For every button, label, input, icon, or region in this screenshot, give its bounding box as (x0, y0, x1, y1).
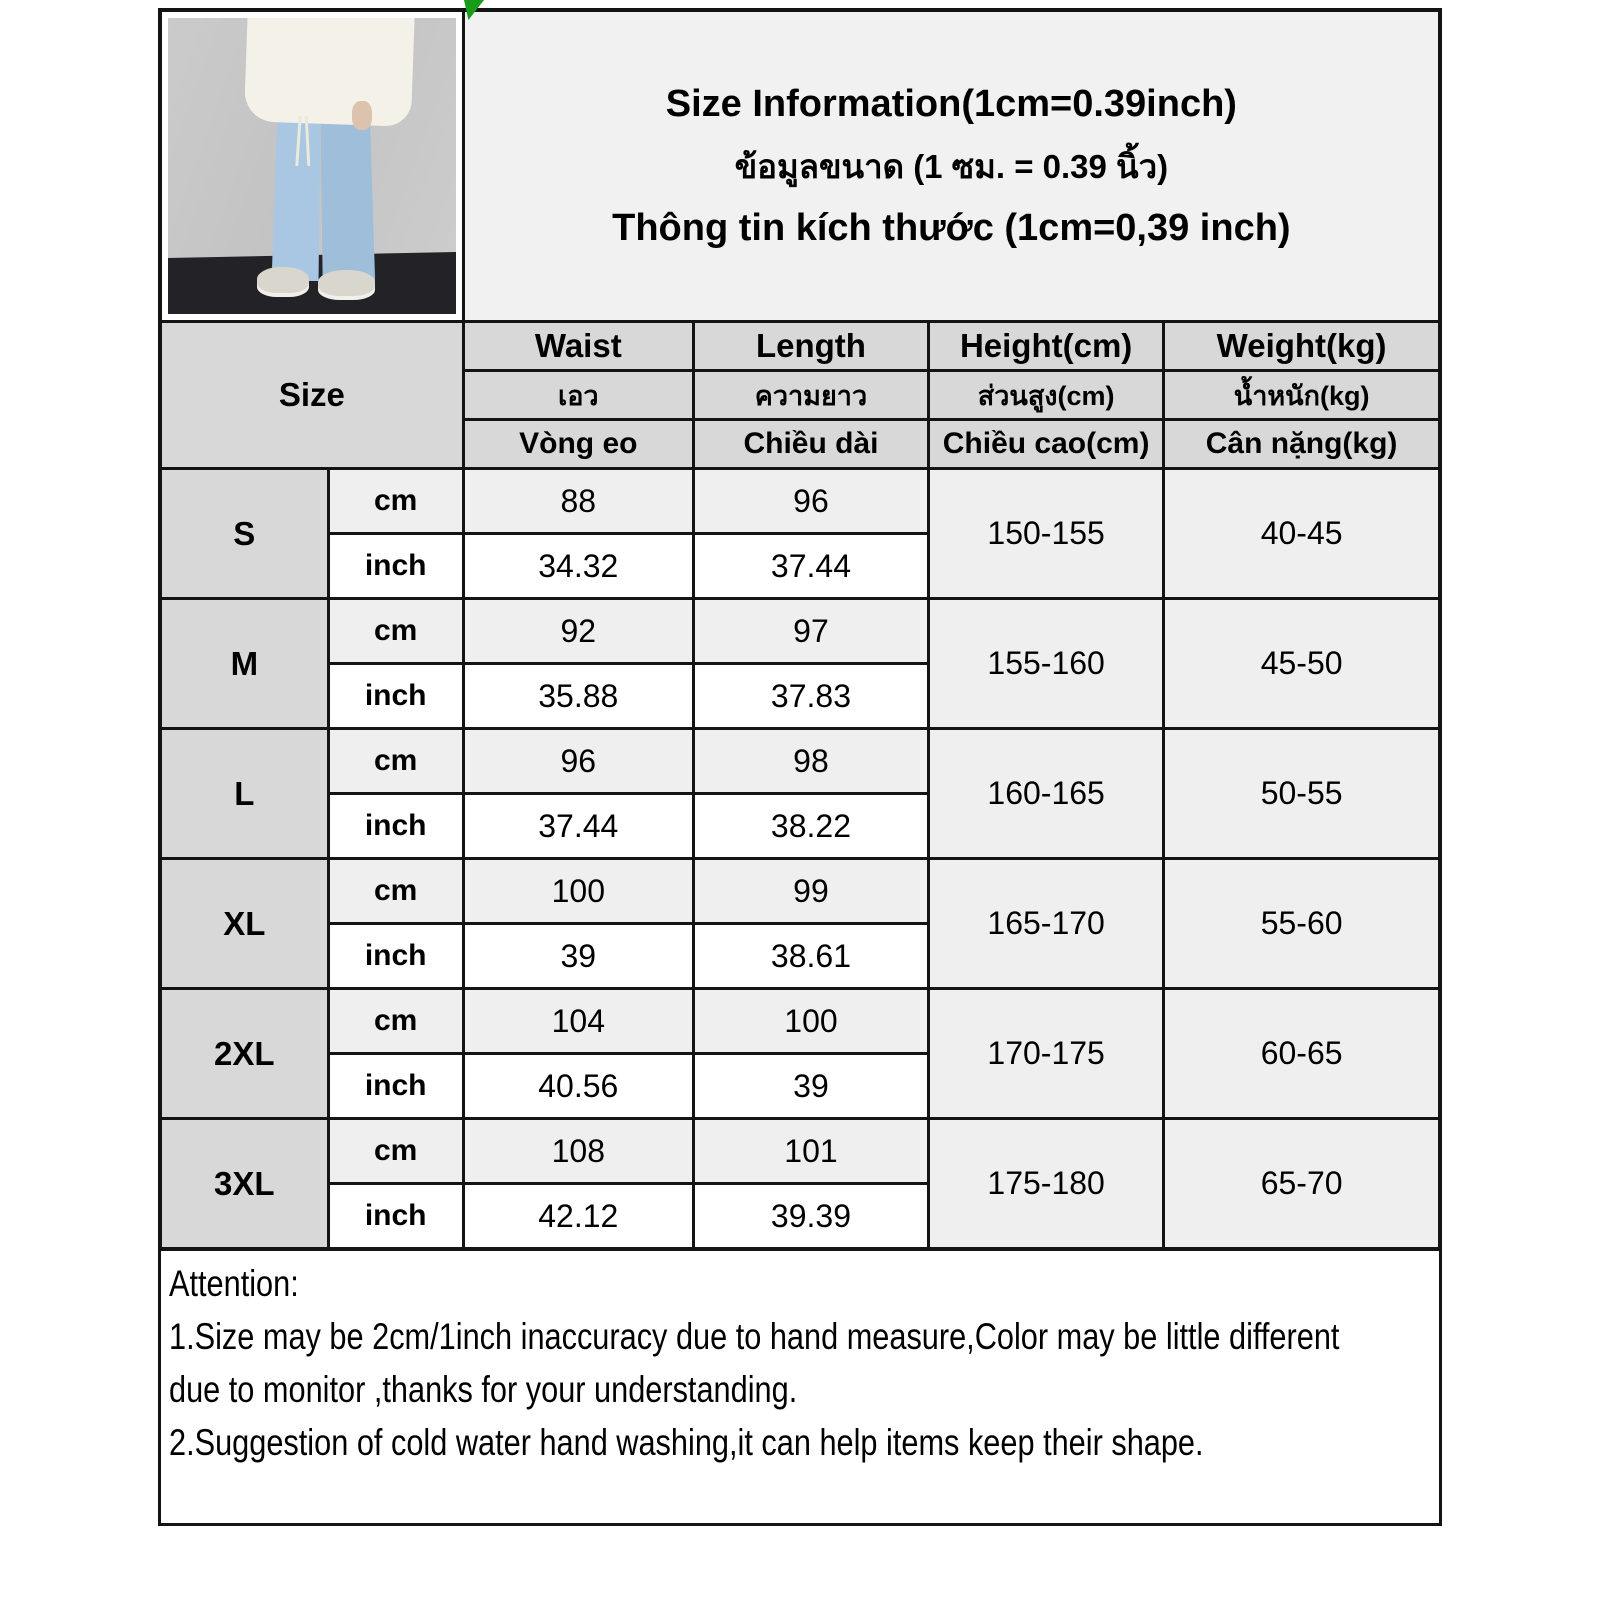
length-inch-value: 37.44 (693, 534, 928, 599)
weight-value: 60-65 (1164, 989, 1440, 1119)
height-header-en: Height(cm) (929, 322, 1164, 371)
weight-value: 50-55 (1164, 729, 1440, 859)
size-row-cm (160, 599, 1440, 664)
unit-inch-cell: inch (328, 794, 463, 859)
length-inch-value: 37.83 (693, 664, 928, 729)
unit-inch-cell: inch (328, 1184, 463, 1250)
length-cm-value: 96 (693, 469, 928, 534)
weight-value: 55-60 (1164, 859, 1440, 989)
waist-cm-value: 108 (463, 1119, 693, 1184)
waist-inch-value: 42.12 (463, 1184, 693, 1250)
waist-inch-value: 39 (463, 924, 693, 989)
unit-cm-cell: cm (328, 469, 463, 534)
length-inch-value: 39 (693, 1054, 928, 1119)
attention-text (169, 1257, 1439, 1469)
unit-inch-cell: inch (328, 534, 463, 599)
weight-value: 65-70 (1164, 1119, 1440, 1250)
waist-inch-value: 34.32 (463, 534, 693, 599)
attention-box (158, 1251, 1442, 1526)
photo-jeans-left-leg (272, 110, 321, 282)
waist-header-en: Waist (463, 322, 693, 371)
length-header-en: Length (693, 322, 928, 371)
size-cell: L (160, 729, 328, 859)
product-photo-cell (160, 10, 463, 322)
height-value: 165-170 (929, 859, 1164, 989)
size-row-cm (160, 1119, 1440, 1184)
size-column-header: Size (160, 322, 463, 469)
photo-jeans-right-leg (320, 110, 375, 282)
weight-header-vi: Cân nặng(kg) (1164, 420, 1440, 469)
weight-value: 40-45 (1164, 469, 1440, 599)
title-vietnamese: Thông tin kích thước (1cm=0,39 inch) (612, 206, 1291, 249)
size-chart-sheet (158, 8, 1442, 1526)
length-header-vi: Chiều dài (693, 420, 928, 469)
unit-cm-cell: cm (328, 989, 463, 1054)
title-english: Size Information(1cm=0.39inch) (665, 82, 1237, 125)
size-row-cm (160, 859, 1440, 924)
size-row-cm (160, 469, 1440, 534)
waist-cm-value: 100 (463, 859, 693, 924)
size-row-cm (160, 729, 1440, 794)
length-cm-value: 97 (693, 599, 928, 664)
attention-line-1: 1.Size may be 2cm/1inch inaccuracy due to hand measure,Color may be little different (169, 1316, 1340, 1357)
height-header-vi: Chiều cao(cm) (929, 420, 1164, 469)
waist-inch-value: 35.88 (463, 664, 693, 729)
weight-value: 45-50 (1164, 599, 1440, 729)
unit-inch-cell: inch (328, 1054, 463, 1119)
length-cm-value: 101 (693, 1119, 928, 1184)
height-value: 175-180 (929, 1119, 1164, 1250)
photo-hand (352, 101, 372, 131)
unit-cm-cell: cm (328, 599, 463, 664)
header-row-english (160, 322, 1440, 371)
length-inch-value: 39.39 (693, 1184, 928, 1250)
unit-cm-cell: cm (328, 1119, 463, 1184)
height-value: 170-175 (929, 989, 1164, 1119)
size-cell: XL (160, 859, 328, 989)
length-cm-value: 100 (693, 989, 928, 1054)
top-row (160, 10, 1440, 322)
length-inch-value: 38.61 (693, 924, 928, 989)
weight-header-en: Weight(kg) (1164, 322, 1440, 371)
length-inch-value: 38.22 (693, 794, 928, 859)
height-value: 150-155 (929, 469, 1164, 599)
product-photo (168, 18, 456, 314)
waist-cm-value: 88 (463, 469, 693, 534)
height-header-th: ส่วนสูง(cm) (929, 371, 1164, 420)
height-value: 160-165 (929, 729, 1164, 859)
unit-inch-cell: inch (328, 924, 463, 989)
unit-cm-cell: cm (328, 859, 463, 924)
length-header-th: ความยาว (693, 371, 928, 420)
unit-inch-cell: inch (328, 664, 463, 729)
height-value: 155-160 (929, 599, 1164, 729)
size-cell: 2XL (160, 989, 328, 1119)
size-table-body (160, 469, 1440, 1250)
weight-header-th: น้ำหนัก(kg) (1164, 371, 1440, 420)
size-row-cm (160, 989, 1440, 1054)
waist-cm-value: 96 (463, 729, 693, 794)
photo-white-top (244, 18, 415, 127)
photo-left-shoe (257, 267, 309, 294)
attention-line-2: due to monitor ,thanks for your understanding. (169, 1369, 798, 1410)
title-thai: ข้อมูลขนาด (1 ซม. = 0.39 นิ้ว) (734, 147, 1169, 185)
size-chart-table (158, 8, 1442, 1251)
waist-inch-value: 37.44 (463, 794, 693, 859)
attention-heading: Attention: (169, 1263, 299, 1304)
photo-right-shoe (318, 270, 376, 297)
title-stack (465, 83, 1438, 250)
length-cm-value: 98 (693, 729, 928, 794)
waist-cm-value: 92 (463, 599, 693, 664)
size-cell: M (160, 599, 328, 729)
waist-cm-value: 104 (463, 989, 693, 1054)
title-cell (463, 10, 1440, 322)
waist-header-vi: Vòng eo (463, 420, 693, 469)
length-cm-value: 99 (693, 859, 928, 924)
attention-line-3: 2.Suggestion of cold water hand washing,it can help items keep their shape. (169, 1422, 1204, 1463)
waist-inch-value: 40.56 (463, 1054, 693, 1119)
size-cell: S (160, 469, 328, 599)
size-cell: 3XL (160, 1119, 328, 1250)
unit-cm-cell: cm (328, 729, 463, 794)
waist-header-th: เอว (463, 371, 693, 420)
